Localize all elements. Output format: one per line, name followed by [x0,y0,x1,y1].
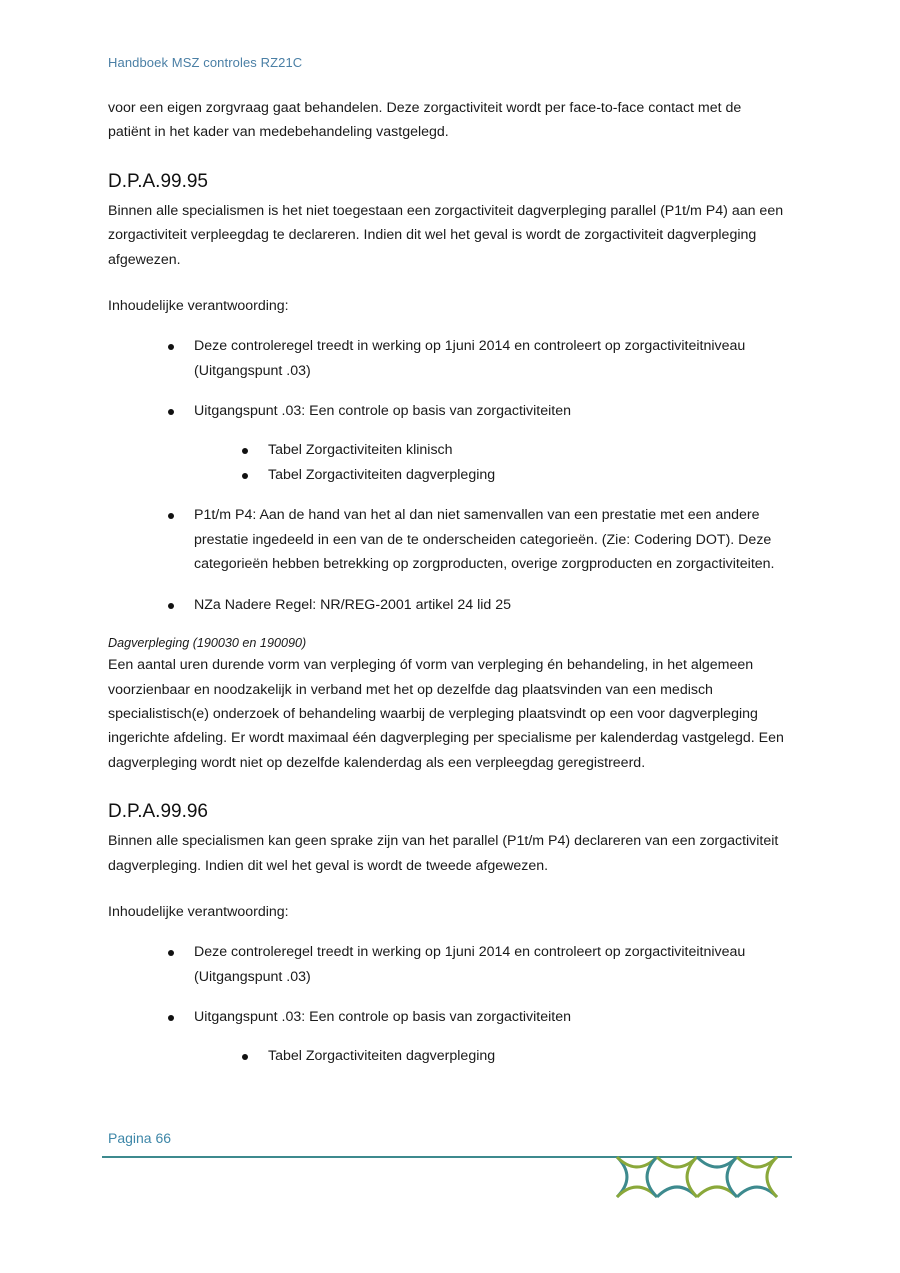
sub-list-item: Tabel Zorgactiviteiten klinisch [108,438,808,462]
section-heading-99-96: D.P.A.99.96 [108,801,209,823]
definition-title: Dagverpleging (190030 en 190090) [108,636,307,651]
bullet-text: NZa Nadere Regel: NR/REG-2001 artikel 24 lid 25 [194,596,512,613]
section2-bullet-list [108,940,808,1068]
page-number: Pagina 66 [108,1130,172,1146]
section2-lead: Inhoudelijke verantwoording: [108,903,289,920]
section2-description: Binnen alle specialismen kan geen sprake zijn van het parallel (P1t/m P4) declareren van een zorgactiviteit dagverpleging. Indien dit wel het geval is wordt de tweede afgewezen. [108,833,779,874]
bullet-text: Deze controleregel treedt in werking op 1juni 2014 en controleert op zorgactiviteitniveau (Uitgangspunt .03) [194,944,746,985]
list-item [108,940,808,989]
section-heading-99-95: D.P.A.99.95 [108,170,209,192]
sub-list-item: Tabel Zorgactiviteiten dagverpleging [108,463,808,487]
bullet-text: Deze controleregel treedt in werking op 1juni 2014 en controleert op zorgactiviteitniveau (Uitgangspunt .03) [194,338,746,379]
list-item [108,334,808,383]
bullet-text: Uitgangspunt .03: Een controle op basis van zorgactiviteiten [194,403,571,420]
sub-list-item: Tabel Zorgactiviteiten dagverpleging [108,1044,808,1068]
list-item [108,503,808,576]
intro-paragraph [108,96,808,145]
list-item [108,399,808,487]
section1-description: Binnen alle specialismen is het niet toegestaan een zorgactiviteit dagverpleging parallel (P1t/m P4) aan een zorgactiviteit verpleegdag te declareren. Indien dit wel het geval is wordt de zorgactiviteit dagverpleging afgewezen. [108,202,784,268]
logo-pattern-icon [612,1152,792,1202]
section1-lead: Inhoudelijke verantwoording: [108,298,289,315]
page-content [108,96,808,1084]
sub-bullet-list [108,1044,808,1068]
bullet-text: Uitgangspunt .03: Een controle op basis van zorgactiviteiten [194,1009,571,1026]
list-item [108,1005,808,1068]
definition-text: Een aantal uren durende vorm van verpleging óf vorm van verpleging én behandeling, in het algemeen voorzienbaar en noodzakelijk in verband met het op dezelfde dag plaatsvinden van een medisch specialistisch(e) onderzoek of behandeling waarbij de verpleging plaatsvindt op een voor dagverpleging ingerichte afdeling. Er wordt maximaal één dagverpleging per specialisme per kalenderdag vastgelegd. Een dagverpleging wordt niet op dezelfde kalenderdag als een verpleegdag geregistreerd. [108,657,784,771]
sub-bullet-list [108,438,808,488]
section1-bullet-list [108,334,808,617]
bullet-text: P1t/m P4: Aan de hand van het al dan niet samenvallen van een prestatie met een andere prestatie ingedeeld in een van de te onderscheiden categorieën. (Zie: Codering DOT). Deze categorieën hebben betrekking op zorgproducten, overige zorgproducten en zorgactiviteiten. [194,507,775,573]
intro-line-1: voor een eigen zorgvraag gaat behandelen. Deze zorgactiviteit wordt per face-to-face contact met de [108,100,742,116]
intro-line-2: patiënt in het kader van medebehandeling vastgelegd. [108,124,449,141]
running-header: Handboek MSZ controles RZ21C [108,55,303,70]
list-item [108,593,808,617]
